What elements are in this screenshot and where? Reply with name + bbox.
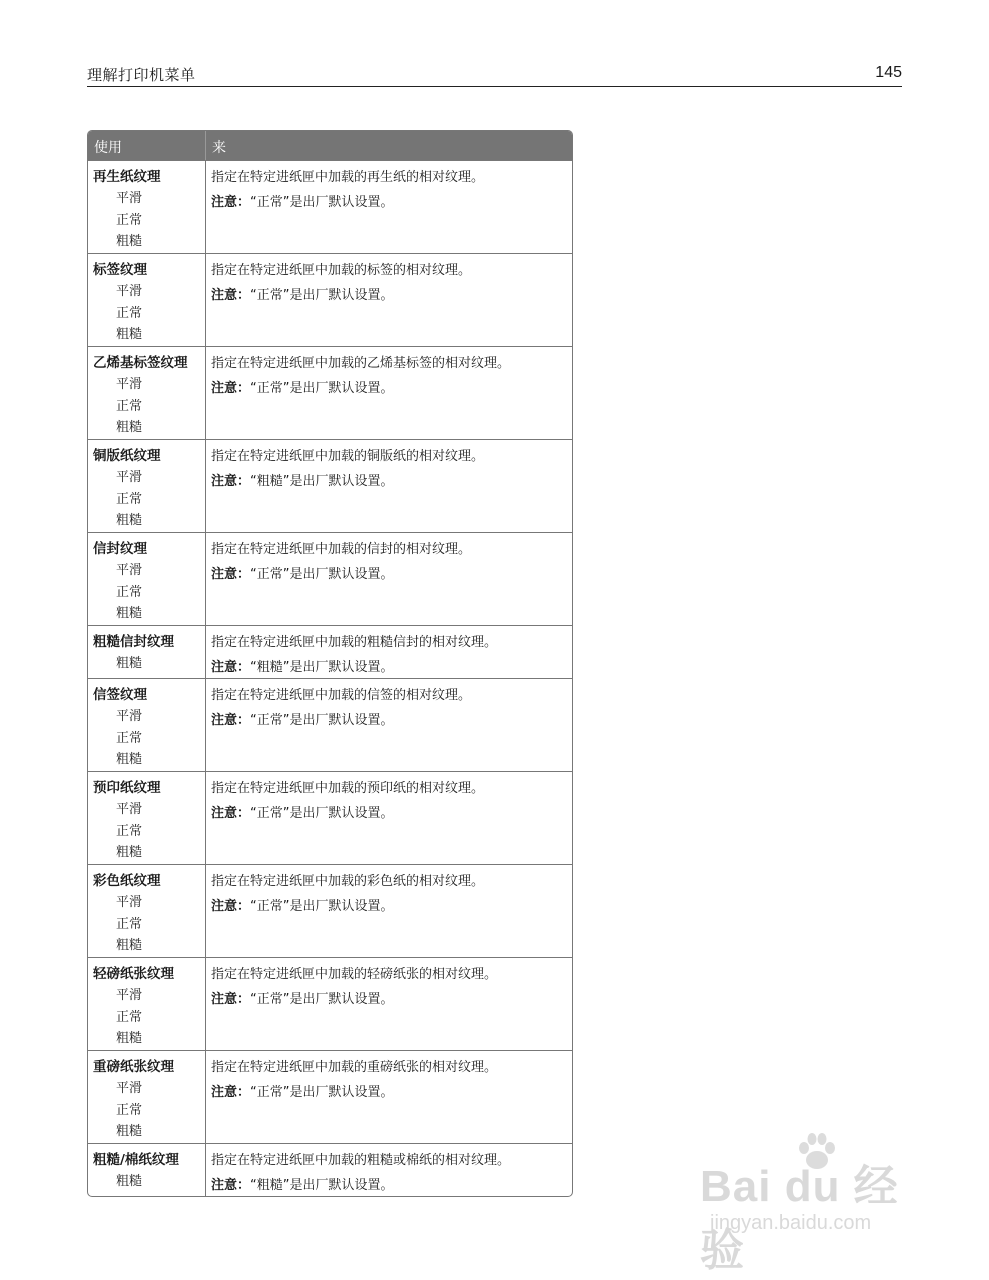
setting-option: 平滑 [116, 988, 143, 1003]
setting-description: 指定在特定进纸匣中加载的铜版纸的相对纹理。 [211, 449, 485, 464]
note-text: “粗糙”是出厂默认设置。 [250, 1178, 394, 1193]
setting-note [211, 710, 572, 731]
setting-option: 正常 [116, 491, 143, 507]
setting-note [211, 989, 572, 1010]
description-cell [206, 772, 572, 864]
setting-name: 彩色纸纹理 [93, 873, 161, 889]
setting-option: 正常 [116, 730, 143, 746]
setting-option: 平滑 [116, 377, 143, 392]
setting-name: 标签纹理 [93, 262, 147, 278]
description-cell [206, 347, 572, 439]
note-label: 注意： [211, 806, 251, 821]
note-label: 注意： [211, 1085, 251, 1100]
setting-option: 粗糙 [116, 752, 143, 767]
setting-option: 平滑 [116, 895, 143, 910]
setting-option: 粗糙 [116, 513, 143, 528]
setting-option: 粗糙 [116, 938, 143, 953]
setting-cell [88, 772, 206, 864]
setting-description: 指定在特定进纸匣中加载的信封的相对纹理。 [211, 542, 472, 557]
setting-note [211, 564, 572, 585]
page-title: 理解打印机菜单 [87, 66, 196, 84]
setting-option: 粗糙 [116, 420, 143, 435]
table-row [88, 532, 572, 625]
setting-cell [88, 254, 206, 346]
description-cell [206, 1051, 572, 1143]
setting-option: 粗糙 [116, 1031, 143, 1046]
note-label: 注意： [211, 713, 251, 728]
note-text: “粗糙”是出厂默认设置。 [250, 660, 394, 675]
setting-note [211, 192, 572, 213]
setting-cell [88, 626, 206, 678]
note-text: “正常”是出厂默认设置。 [250, 195, 394, 210]
setting-option: 正常 [116, 823, 143, 839]
watermark-url: jingyan.baidu.com [710, 1212, 872, 1234]
description-cell [206, 679, 572, 771]
setting-option: 平滑 [116, 709, 143, 724]
setting-name: 乙烯基标签纹理 [93, 355, 188, 371]
setting-option: 粗糙 [116, 606, 143, 621]
note-label: 注意： [211, 567, 251, 582]
note-label: 注意： [211, 381, 251, 396]
setting-name: 预印纸纹理 [93, 780, 161, 796]
table-header [88, 131, 572, 160]
setting-cell [88, 533, 206, 625]
setting-description: 指定在特定进纸匣中加载的粗糙或棉纸的相对纹理。 [211, 1153, 511, 1168]
setting-option: 正常 [116, 398, 143, 414]
note-text: “正常”是出厂默认设置。 [250, 288, 394, 303]
setting-cell [88, 1144, 206, 1196]
setting-cell [88, 1051, 206, 1143]
setting-note [211, 657, 572, 678]
setting-note [211, 1082, 572, 1103]
setting-option: 粗糙 [116, 234, 143, 249]
description-cell [206, 161, 572, 253]
table-row [88, 160, 572, 253]
setting-option: 正常 [116, 305, 143, 321]
note-label: 注意： [211, 195, 251, 210]
table-row [88, 439, 572, 532]
setting-option: 粗糙 [116, 656, 143, 671]
setting-option: 平滑 [116, 1081, 143, 1096]
setting-name: 粗糙信封纹理 [93, 634, 174, 650]
setting-note [211, 378, 572, 399]
note-label: 注意： [211, 660, 251, 675]
note-text: “正常”是出厂默认设置。 [250, 899, 394, 914]
setting-name: 再生纸纹理 [93, 169, 161, 185]
setting-option: 正常 [116, 1102, 143, 1118]
page-number: 145 [875, 64, 902, 81]
note-label: 注意： [211, 992, 251, 1007]
setting-name: 粗糙/棉纸纹理 [93, 1152, 179, 1168]
setting-name: 铜版纸纹理 [93, 448, 161, 464]
column-header-for: 来 [212, 140, 226, 156]
setting-note [211, 471, 572, 492]
setting-option: 粗糙 [116, 1174, 143, 1189]
setting-description: 指定在特定进纸匣中加载的标签的相对纹理。 [211, 263, 472, 278]
setting-description: 指定在特定进纸匣中加载的轻磅纸张的相对纹理。 [211, 967, 498, 982]
setting-description: 指定在特定进纸匣中加载的彩色纸的相对纹理。 [211, 874, 485, 889]
page-header [87, 62, 902, 87]
setting-name: 轻磅纸张纹理 [93, 966, 174, 982]
setting-cell [88, 958, 206, 1050]
description-cell [206, 626, 572, 678]
note-text: “正常”是出厂默认设置。 [250, 1085, 394, 1100]
setting-option: 平滑 [116, 802, 143, 817]
description-cell [206, 254, 572, 346]
setting-note [211, 803, 572, 824]
note-label: 注意： [211, 474, 251, 489]
setting-option: 平滑 [116, 191, 143, 206]
note-label: 注意： [211, 1178, 251, 1193]
note-text: “粗糙”是出厂默认设置。 [250, 474, 394, 489]
setting-cell [88, 161, 206, 253]
setting-cell [88, 865, 206, 957]
watermark-logo-text: Bai du 经验 [700, 1162, 899, 1275]
setting-description: 指定在特定进纸匣中加载的乙烯基标签的相对纹理。 [211, 356, 511, 371]
description-cell [206, 865, 572, 957]
table-row [88, 253, 572, 346]
setting-option: 粗糙 [116, 845, 143, 860]
description-cell [206, 1144, 572, 1196]
note-text: “正常”是出厂默认设置。 [250, 567, 394, 582]
setting-option: 正常 [116, 1009, 143, 1025]
table-row [88, 957, 572, 1050]
note-label: 注意： [211, 288, 251, 303]
setting-name: 重磅纸张纹理 [93, 1059, 174, 1075]
column-header-use: 使用 [88, 131, 206, 160]
table-row [88, 346, 572, 439]
note-text: “正常”是出厂默认设置。 [250, 713, 394, 728]
setting-name: 信封纹理 [93, 541, 147, 557]
setting-description: 指定在特定进纸匣中加载的再生纸的相对纹理。 [211, 170, 485, 185]
table-row [88, 1143, 572, 1196]
setting-option: 平滑 [116, 284, 143, 299]
setting-cell [88, 347, 206, 439]
setting-option: 平滑 [116, 470, 143, 485]
note-text: “正常”是出厂默认设置。 [250, 992, 394, 1007]
note-text: “正常”是出厂默认设置。 [250, 381, 394, 396]
table-row [88, 625, 572, 678]
baidu-jingyan-watermark [700, 1130, 940, 1275]
setting-note [211, 1175, 572, 1196]
table-row [88, 864, 572, 957]
setting-description: 指定在特定进纸匣中加载的重磅纸张的相对纹理。 [211, 1060, 498, 1075]
setting-name: 信签纹理 [93, 687, 147, 703]
note-label: 注意： [211, 899, 251, 914]
setting-cell [88, 440, 206, 532]
setting-note [211, 896, 572, 917]
setting-option: 正常 [116, 212, 143, 228]
menu-table [87, 130, 573, 1197]
setting-note [211, 285, 572, 306]
setting-description: 指定在特定进纸匣中加载的信签的相对纹理。 [211, 688, 472, 703]
setting-option: 平滑 [116, 563, 143, 578]
setting-description: 指定在特定进纸匣中加载的预印纸的相对纹理。 [211, 781, 485, 796]
setting-description: 指定在特定进纸匣中加载的粗糙信封的相对纹理。 [211, 635, 498, 650]
setting-option: 正常 [116, 584, 143, 600]
table-row [88, 1050, 572, 1143]
table-body [88, 160, 572, 1196]
table-row [88, 771, 572, 864]
description-cell [206, 440, 572, 532]
description-cell [206, 533, 572, 625]
note-text: “正常”是出厂默认设置。 [250, 806, 394, 821]
description-cell [206, 958, 572, 1050]
setting-option: 正常 [116, 916, 143, 932]
setting-cell [88, 679, 206, 771]
setting-option: 粗糙 [116, 1124, 143, 1139]
table-row [88, 678, 572, 771]
setting-option: 粗糙 [116, 327, 143, 342]
